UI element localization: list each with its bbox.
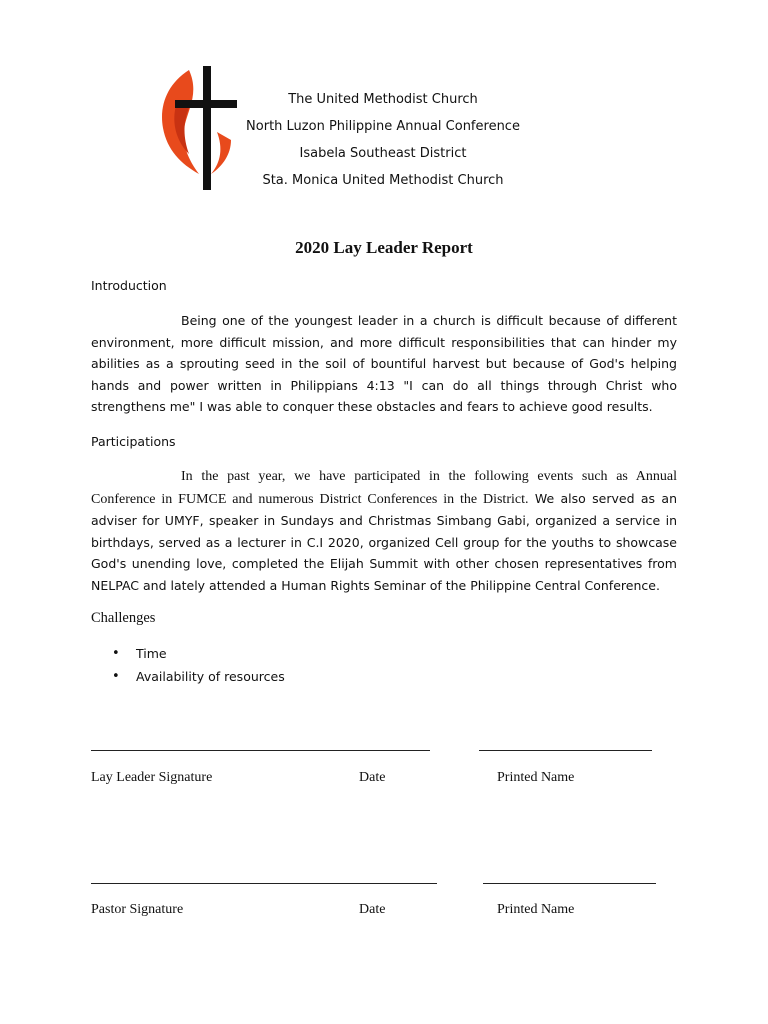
bullet-icon: • <box>112 669 120 684</box>
header-church-name: The United Methodist Church <box>288 92 478 107</box>
signature-line <box>91 750 430 751</box>
page-title: 2020 Lay Leader Report <box>295 238 473 257</box>
participations-paragraph <box>91 465 677 596</box>
introduction-text: Being one of the youngest leader in a church is difficult because of different environment, more difficult mission, and more difficult responsibilities that can hinder my abilities as a sprouting seed in the soil of bountiful harvest but because of God's helping hands and power written in Philippians 4:13 "I can do all things through Christ who strengthens me" I was able to conquer these obstacles and fears to achieve good results. <box>91 313 677 414</box>
header-local-church: Sta. Monica United Methodist Church <box>262 173 504 188</box>
printed-name-line <box>483 883 656 884</box>
introduction-paragraph <box>91 310 677 418</box>
participations-text-sans: We also served as an adviser for UMYF, speaker in Sundays and Christmas Simbang Gabi, organized a service in birthdays, served as a lecturer in C.I 2020, organized Cell group for the youths to showcase God's unending love, completed the Elijah Summit with other chosen representatives from NELPAC and lately attended a Human Rights Seminar of the Philippine Central Conference. <box>91 490 678 593</box>
participations-heading: Participations <box>91 434 176 449</box>
list-item: • Availability of resources <box>112 665 285 688</box>
introduction-heading: Introduction <box>91 278 167 293</box>
challenges-heading: Challenges <box>91 610 156 626</box>
bullet-icon: • <box>112 646 120 661</box>
challenges-list <box>112 642 285 688</box>
date-label: Date <box>359 770 386 785</box>
lay-leader-signature-label: Lay Leader Signature <box>91 770 213 785</box>
header-district: Isabela Southeast District <box>299 146 467 161</box>
pastor-signature-label: Pastor Signature <box>91 902 184 917</box>
printed-name-label: Printed Name <box>497 902 575 917</box>
participations-text-serif: In the past year, we have participated in the following events such as Annual Conference in FUMCE and numerous District Conferences in the District. <box>91 469 677 507</box>
signature-line <box>91 883 437 884</box>
header-conference: North Luzon Philippine Annual Conference <box>246 119 520 134</box>
date-label: Date <box>359 902 386 917</box>
list-item: • Time <box>112 642 285 665</box>
printed-name-label: Printed Name <box>497 770 575 785</box>
printed-name-line <box>479 750 652 751</box>
